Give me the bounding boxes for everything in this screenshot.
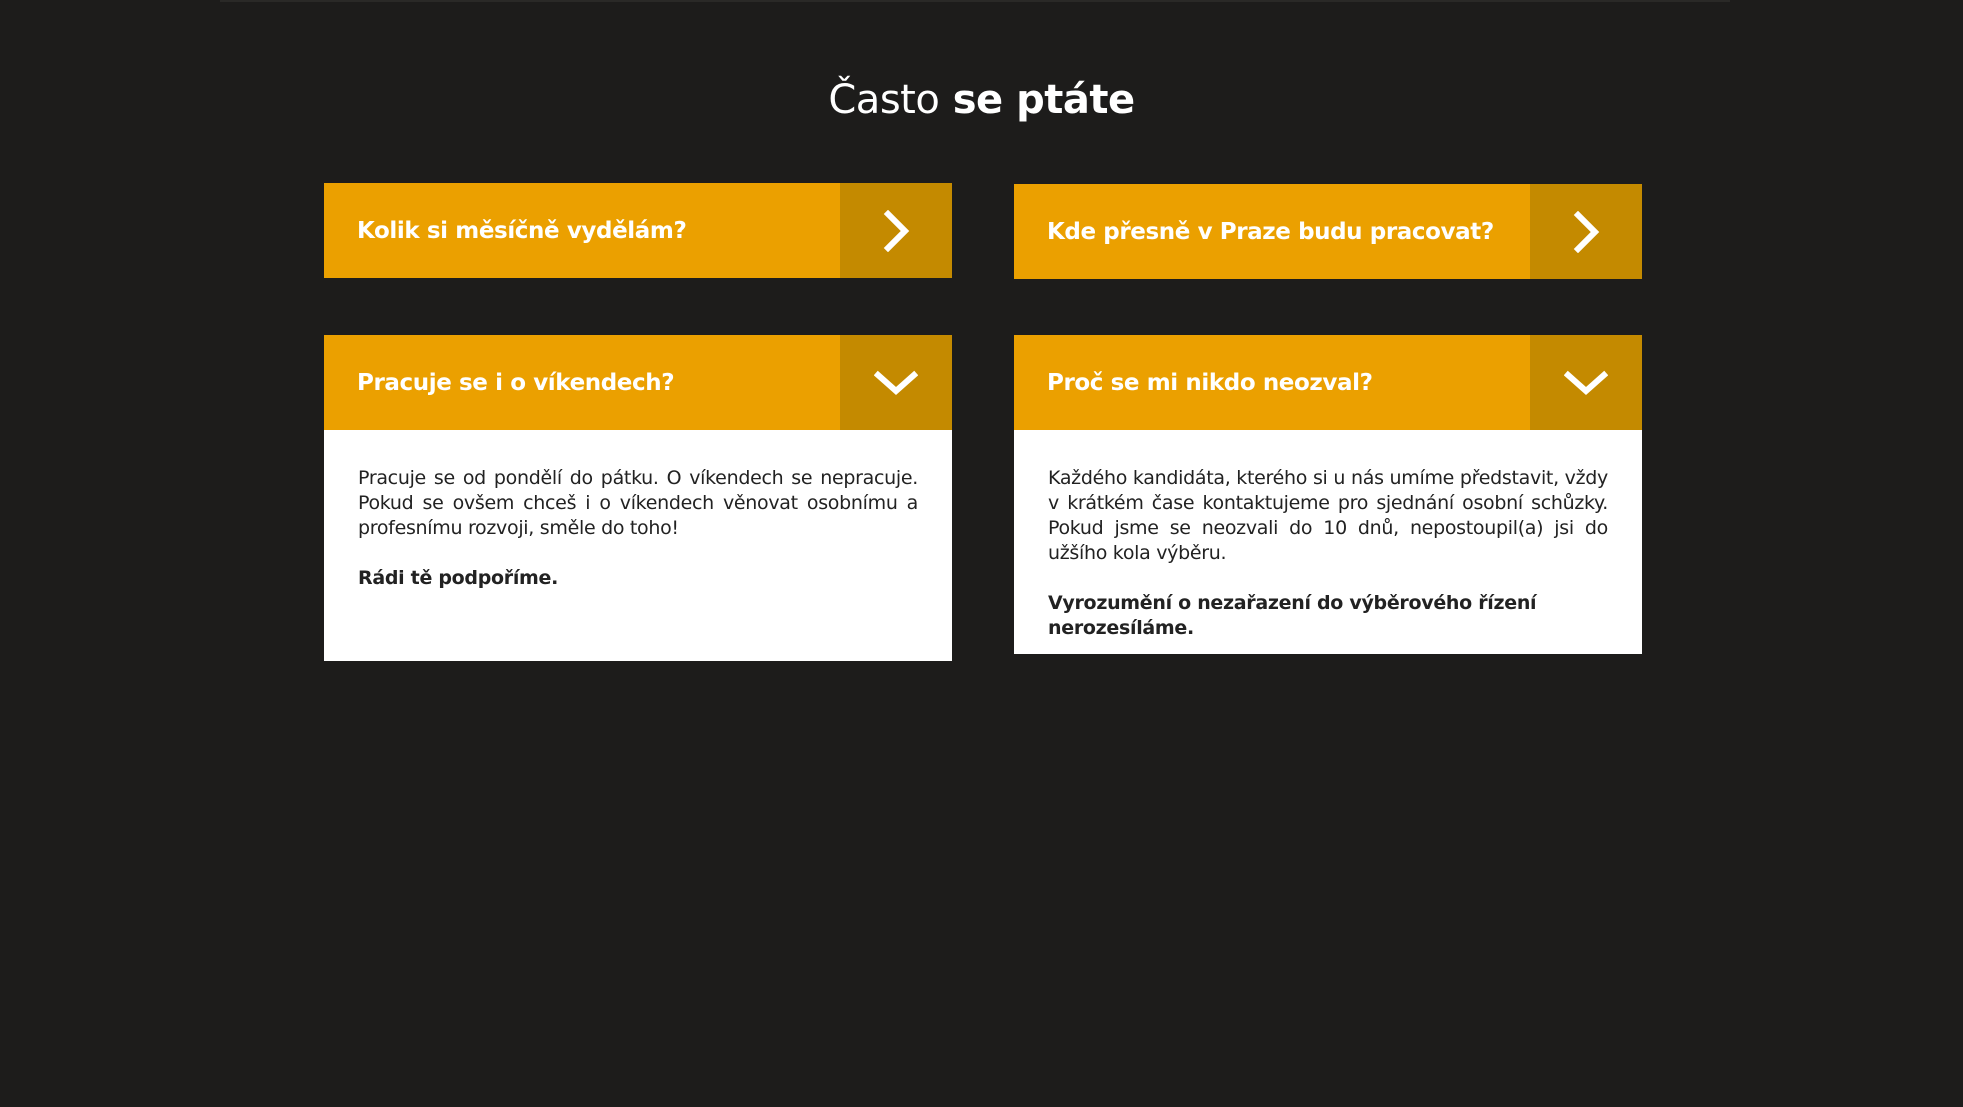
faq-answer-text: Každého kandidáta, kterého si u nás umíme představit, vždy v krátkém čase kontaktujeme pro sjednání osobní schůzky. Pokud jsme se neozvali do 10 dnů, nepostoupil(a) jsi do užšího kola výběru. bbox=[1048, 467, 1608, 564]
faq-header-location[interactable] bbox=[1014, 184, 1642, 279]
faq-question: Proč se mi nikdo neozval? bbox=[1047, 369, 1373, 396]
chevron-right-icon bbox=[881, 210, 911, 252]
faq-item-location bbox=[1014, 184, 1642, 279]
faq-item-no-response bbox=[1014, 335, 1642, 654]
chevron-right-icon bbox=[1571, 211, 1601, 253]
faq-toggle-button[interactable] bbox=[840, 335, 952, 430]
faq-answer-highlight: Rádi tě podpoříme. bbox=[358, 567, 559, 589]
faq-answer-text: Pracuje se od pondělí do pátku. O víkendech se nepracuje. Pokud se ovšem chceš i o víkendech věnovat osobnímu a profesnímu rozvoji, směle do toho! bbox=[358, 467, 918, 539]
faq-question: Kde přesně v Praze budu pracovat? bbox=[1047, 218, 1494, 245]
faq-toggle-button[interactable] bbox=[840, 183, 952, 278]
faq-answer-highlight: Vyrozumění o nezařazení do výběrového řízení nerozesíláme. bbox=[1048, 592, 1537, 639]
faq-toggle-button[interactable] bbox=[1530, 184, 1642, 279]
faq-header-earnings[interactable] bbox=[324, 183, 952, 278]
page-title-bold: se ptáte bbox=[952, 77, 1135, 123]
top-divider bbox=[220, 0, 1730, 2]
faq-header-weekends[interactable] bbox=[324, 335, 952, 430]
faq-header-no-response[interactable] bbox=[1014, 335, 1642, 430]
page-title bbox=[0, 72, 1963, 128]
faq-item-earnings bbox=[324, 183, 952, 278]
faq-answer-panel bbox=[324, 430, 952, 661]
chevron-down-icon bbox=[874, 369, 918, 397]
faq-item-weekends bbox=[324, 335, 952, 661]
faq-toggle-button[interactable] bbox=[1530, 335, 1642, 430]
faq-question: Pracuje se i o víkendech? bbox=[357, 369, 675, 396]
faq-question: Kolik si měsíčně vydělám? bbox=[357, 217, 687, 244]
page-title-light: Často bbox=[828, 77, 940, 123]
chevron-down-icon bbox=[1564, 369, 1608, 397]
faq-answer-panel bbox=[1014, 430, 1642, 654]
